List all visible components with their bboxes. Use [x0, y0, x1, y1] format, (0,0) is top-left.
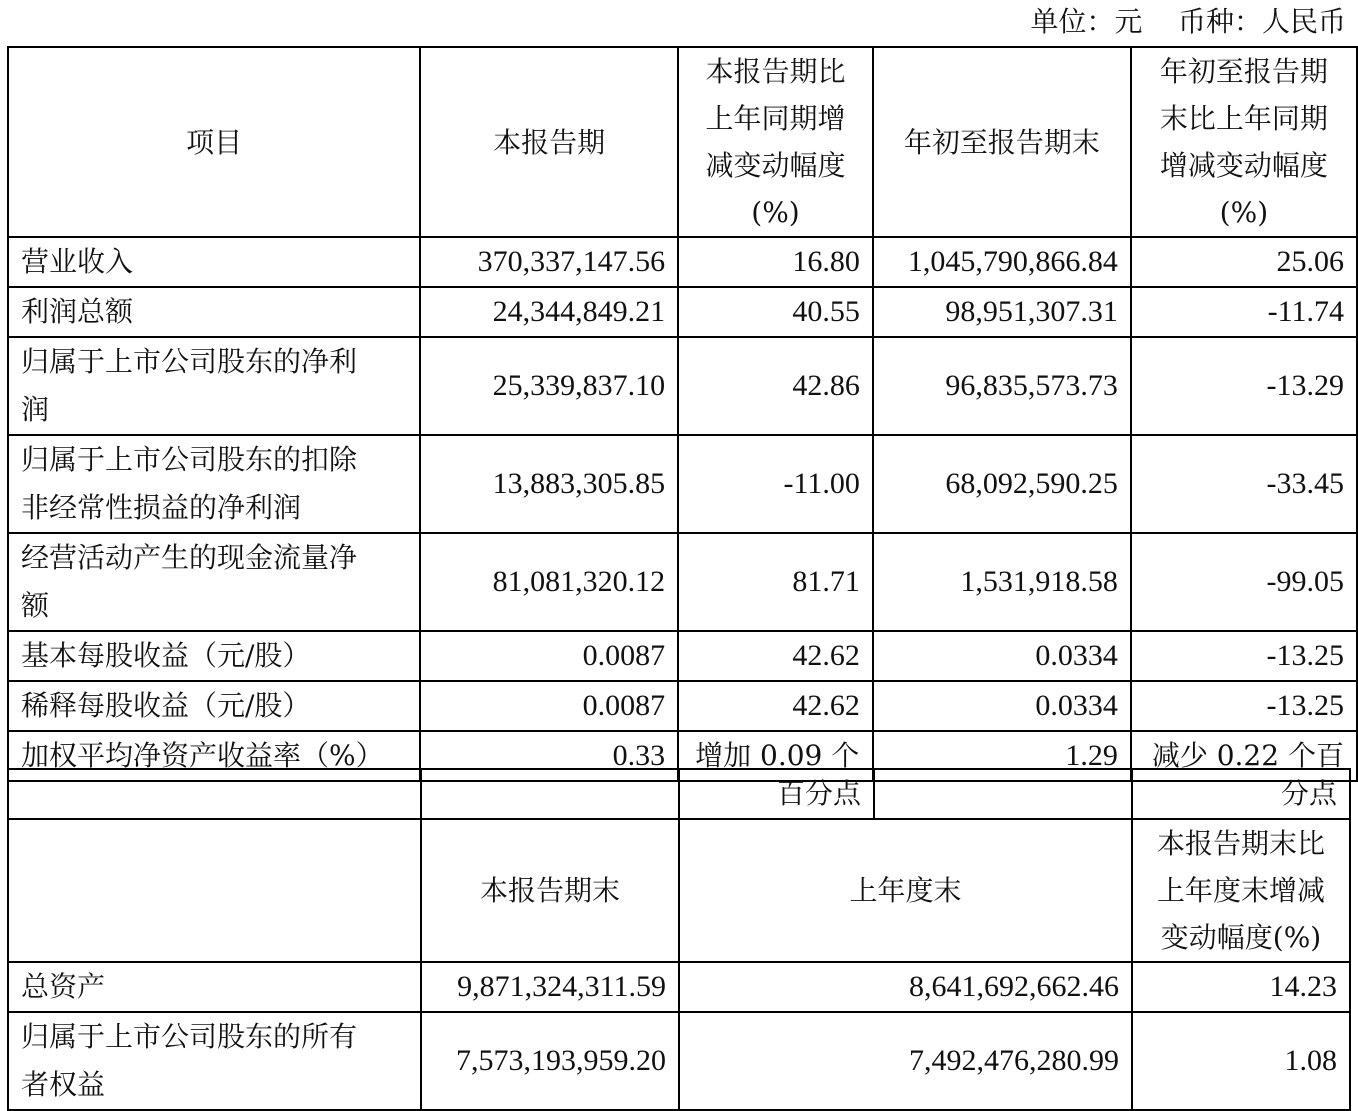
row-item — [8, 1012, 421, 1110]
row-current-change: 42.62 — [678, 681, 873, 731]
row-ytd-change: -13.25 — [1131, 631, 1357, 681]
row-item: 总资产 — [8, 962, 421, 1012]
header-current-change-line: 减变动幅度 — [705, 149, 846, 182]
table-row — [8, 287, 1357, 337]
row-current: 370,337,147.56 — [420, 237, 678, 287]
header-change-line: 上年度末增减 — [1156, 874, 1325, 907]
row-item-line: 者权益 — [21, 1068, 106, 1101]
header-ytd-change-line: 年初至报告期 — [1159, 55, 1328, 88]
row-current-change: -11.00 — [678, 435, 873, 533]
header-prior-year-end: 上年度末 — [679, 819, 1132, 962]
row-current: 25,339,837.10 — [420, 337, 678, 435]
row-ytd-change: -33.45 — [1131, 435, 1357, 533]
row-item-line: 非经常性损益的净利润 — [21, 491, 302, 524]
table-row — [8, 435, 1357, 533]
header-ytd: 年初至报告期末 — [873, 47, 1131, 237]
header-current-change-line: 上年同期增 — [705, 102, 846, 135]
row-ytd-change: -13.25 — [1131, 681, 1357, 731]
row-current: 81,081,320.12 — [420, 533, 678, 631]
row-current-change: 增加 0.09 个 — [678, 731, 873, 781]
continuation-empty — [8, 769, 421, 819]
row-current: 0.0087 — [420, 631, 678, 681]
financial-data-table — [7, 46, 1358, 782]
row-prior-year-end: 8,641,692,662.46 — [679, 962, 1132, 1012]
unit-currency-note: 单位：元 币种：人民币 — [1030, 5, 1346, 38]
row-item: 稀释每股收益（元/股） — [8, 681, 420, 731]
row-item-line: 润 — [21, 393, 50, 426]
continuation-current-change: 百分点 — [679, 769, 874, 819]
header-ytd-change — [1131, 47, 1357, 237]
row-current-change: 42.86 — [678, 337, 873, 435]
header-ytd-change-line: 增减变动幅度 — [1159, 149, 1328, 182]
row-current: 13,883,305.85 — [420, 435, 678, 533]
table-header-row — [8, 47, 1357, 237]
header-item: 项目 — [8, 47, 420, 237]
header-current-change — [678, 47, 873, 237]
row-ytd-change: 减少 0.22 个百 — [1131, 731, 1357, 781]
row-current-change: 42.62 — [678, 631, 873, 681]
continuation-row — [8, 769, 1350, 819]
row-item — [8, 533, 420, 631]
row-prior-year-end: 7,492,476,280.99 — [679, 1012, 1132, 1110]
row-ytd-change: -99.05 — [1131, 533, 1357, 631]
row-ytd-change: 25.06 — [1131, 237, 1357, 287]
row-current: 24,344,849.21 — [420, 287, 678, 337]
row-current-change: 81.71 — [678, 533, 873, 631]
table-row — [8, 681, 1357, 731]
header-ytd-change-line: (%) — [1219, 196, 1269, 229]
row-item: 加权平均净资产收益率（%） — [8, 731, 420, 781]
row-period-end: 7,573,193,959.20 — [421, 1012, 679, 1110]
header-current-change-line: (%) — [751, 196, 800, 229]
row-ytd: 1.29 — [873, 731, 1131, 781]
header-empty — [8, 819, 421, 962]
table-row — [8, 533, 1357, 631]
table-row — [8, 237, 1357, 287]
continuation-empty — [421, 769, 679, 819]
row-item-line: 归属于上市公司股东的净利 — [21, 345, 358, 378]
row-current: 0.33 — [420, 731, 678, 781]
table-row — [8, 962, 1350, 1012]
header-current-period: 本报告期 — [420, 47, 678, 237]
row-item-line: 额 — [21, 589, 50, 622]
header-change-line: 本报告期末比 — [1156, 827, 1325, 860]
row-change: 14.23 — [1132, 962, 1350, 1012]
row-ytd-change: -11.74 — [1131, 287, 1357, 337]
row-ytd: 1,531,918.58 — [873, 533, 1131, 631]
row-current-change: 40.55 — [678, 287, 873, 337]
table-header-row — [8, 819, 1350, 962]
header-change — [1132, 819, 1350, 962]
row-item: 利润总额 — [8, 287, 420, 337]
row-ytd-change: -13.29 — [1131, 337, 1357, 435]
row-period-end: 9,871,324,311.59 — [421, 962, 679, 1012]
row-item — [8, 435, 420, 533]
row-current-change: 16.80 — [678, 237, 873, 287]
header-current-change-line: 本报告期比 — [705, 55, 846, 88]
row-item: 营业收入 — [8, 237, 420, 287]
continuation-ytd-change: 分点 — [1132, 769, 1350, 819]
row-item-line: 归属于上市公司股东的所有 — [21, 1020, 358, 1053]
row-ytd: 98,951,307.31 — [873, 287, 1131, 337]
row-change: 1.08 — [1132, 1012, 1350, 1110]
header-period-end: 本报告期末 — [421, 819, 679, 962]
row-item-line: 归属于上市公司股东的扣除 — [21, 443, 358, 476]
row-ytd: 0.0334 — [873, 631, 1131, 681]
row-item: 基本每股收益（元/股） — [8, 631, 420, 681]
row-ytd: 96,835,573.73 — [873, 337, 1131, 435]
row-current: 0.0087 — [420, 681, 678, 731]
row-item-line: 经营活动产生的现金流量净 — [21, 541, 358, 574]
continuation-empty — [874, 769, 1132, 819]
row-item — [8, 337, 420, 435]
balance-data-table — [7, 768, 1351, 1111]
header-change-line: 变动幅度(%) — [1160, 921, 1322, 954]
row-ytd: 1,045,790,866.84 — [873, 237, 1131, 287]
row-ytd: 0.0334 — [873, 681, 1131, 731]
table-row — [8, 631, 1357, 681]
table-row — [8, 337, 1357, 435]
table-row — [8, 1012, 1350, 1110]
header-ytd-change-line: 末比上年同期 — [1159, 102, 1328, 135]
row-ytd: 68,092,590.25 — [873, 435, 1131, 533]
